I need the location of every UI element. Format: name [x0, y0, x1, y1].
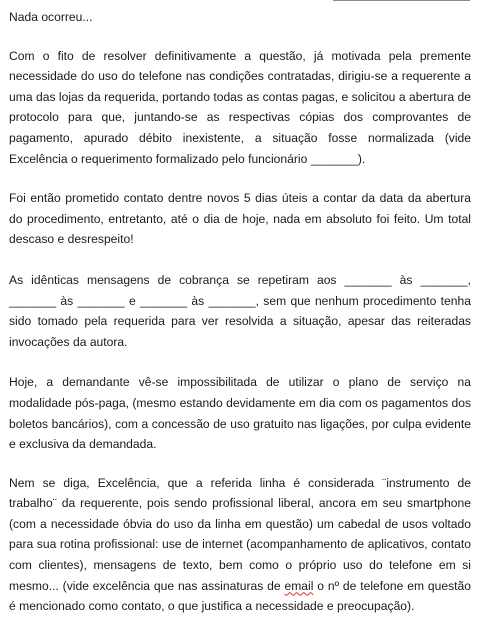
paragraph-6-text-before: Nem se diga, Excelência, que a referida linha é considerada ¨instrumento de trabalho¨ da requerente, pois sendo profissional liberal, ancora em seu smartphone (com a necessidade óbvia do uso da linha em questão) um cabedal de usos voltado para sua rotina profissional: use de internet (acompanhamento de aplicativos, contato com clientes), mensagens de texto, bem como o próprio uso do telefone em si mesmo... (vide excelência que nas assinaturas de [9, 475, 471, 593]
spellcheck-flagged-word[interactable]: email [284, 578, 314, 593]
paragraph-6-text-after: o nº de telefone em questão é mencionado como contato, o que justifica a necessidade e preocupação). [9, 578, 471, 614]
paragraph-1: Nada ocorreu... [9, 10, 93, 24]
paragraph-3: Foi então prometido contato dentre novos 5 dias úteis a contar da data da abertura do procedimento, entretanto, até o dia de hoje, nada em absoluto foi feito. Um total descaso e desrespeito! [9, 191, 471, 247]
paragraph-6 [9, 473, 471, 617]
paragraph-4: As idênticas mensagens de cobrança se repetiram aos _______ às _______, _______ às _______ e _______ às _______, sem que nenhum procedimento tenha sido tomado pela requerida para ver resolvida a situação, apesar das reiteradas invocações da autora. [9, 272, 471, 349]
top-divider-line [333, 0, 470, 1]
document-page [9, 7, 471, 617]
paragraph-2: Com o fito de resolver definitivamente a questão, já motivada pela premente necessidade do uso do telefone nas condições contratadas, dirigiu-se a requerente a uma das lojas da requerida, portando todas as contas pagas, e solicitou a abertura de protocolo para que, juntando-se as respectivas cópias dos comprovantes de pagamento, apurado débito inexistente, a situação fosse normalizada (vide Excelência o requerimento formalizado pelo funcionário _______). [9, 48, 471, 166]
paragraph-5: Hoje, a demandante vê-se impossibilitada de utilizar o plano de serviço na modalidade pós-paga, (mesmo estando devidamente em dia com os pagamentos dos boletos bancários), com a concessão de uso gratuito nas ligações, por culpa evidente e exclusiva da demandada. [9, 375, 471, 452]
